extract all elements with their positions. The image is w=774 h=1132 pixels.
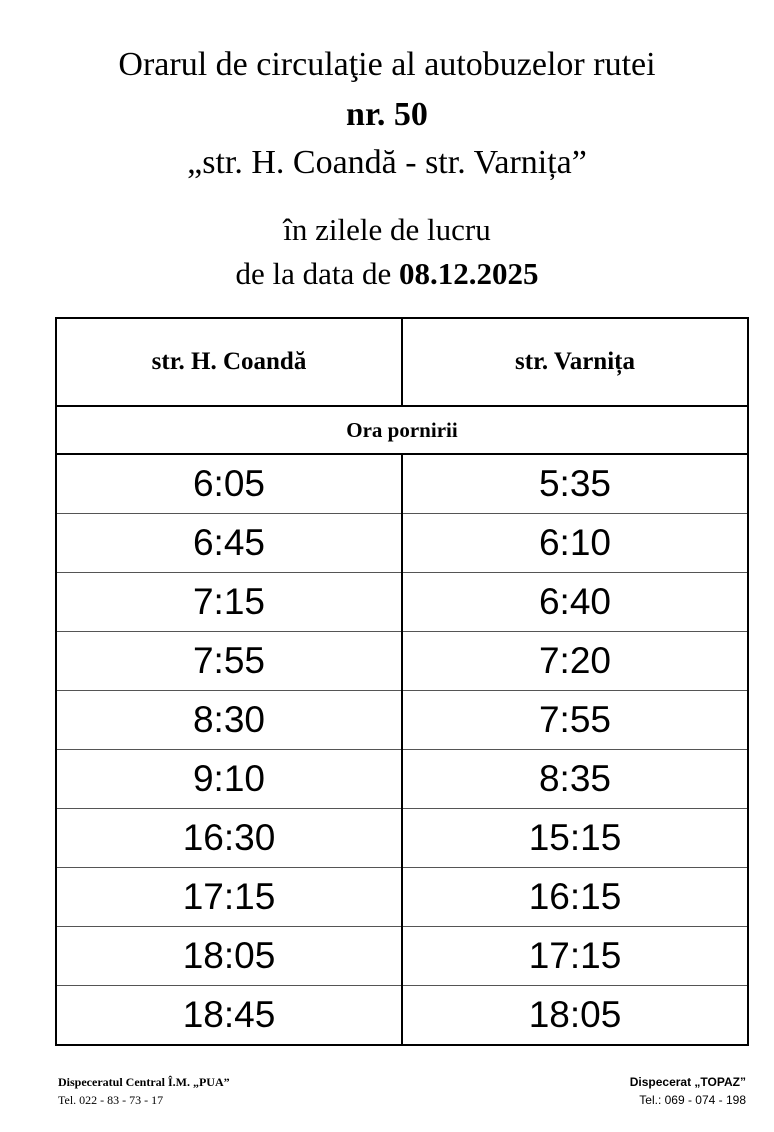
- departure-h-coanda: 9:10: [56, 750, 402, 809]
- departure-varnita: 8:35: [402, 750, 748, 809]
- timetable-body: [56, 454, 748, 1045]
- footer-pua-dispatch: [58, 1073, 230, 1109]
- departure-time-subheader: Ora pornirii: [56, 406, 748, 454]
- departure-h-coanda: 7:15: [56, 573, 402, 632]
- departure-h-coanda: 16:30: [56, 809, 402, 868]
- departure-h-coanda: 6:45: [56, 514, 402, 573]
- departure-varnita: 7:55: [402, 691, 748, 750]
- departure-varnita: 6:10: [402, 514, 748, 573]
- departure-varnita: 16:15: [402, 868, 748, 927]
- table-row: [56, 927, 748, 986]
- departure-h-coanda: 18:45: [56, 986, 402, 1046]
- column-header-varnita: str. Varnița: [402, 318, 748, 406]
- effective-date-line: [0, 258, 774, 289]
- departure-varnita: 18:05: [402, 986, 748, 1046]
- route-number: nr. 50: [346, 96, 428, 133]
- column-header-h-coanda: str. H. Coandă: [56, 318, 402, 406]
- departure-varnita: 17:15: [402, 927, 748, 986]
- effective-date-prefix: de la data de: [235, 256, 392, 291]
- footer-pua-phone: Tel. 022 - 83 - 73 - 17: [58, 1093, 164, 1107]
- footer-topaz-phone: Tel.: 069 - 074 - 198: [639, 1093, 746, 1107]
- departure-varnita: 15:15: [402, 809, 748, 868]
- departure-h-coanda: 6:05: [56, 454, 402, 514]
- departure-varnita: 7:20: [402, 632, 748, 691]
- table-row: [56, 986, 748, 1046]
- departure-varnita: 5:35: [402, 454, 748, 514]
- table-row: [56, 573, 748, 632]
- departure-h-coanda: 17:15: [56, 868, 402, 927]
- service-days: în zilele de lucru: [283, 212, 491, 247]
- departure-h-coanda: 8:30: [56, 691, 402, 750]
- footer-topaz-name: Dispecerat „TOPAZ”: [629, 1075, 746, 1089]
- table-row: [56, 514, 748, 573]
- departure-h-coanda: 18:05: [56, 927, 402, 986]
- table-row: [56, 691, 748, 750]
- route-streets: „str. H. Coandă - str. Varnița”: [187, 144, 587, 181]
- table-row: [56, 632, 748, 691]
- table-row: [56, 750, 748, 809]
- footer-topaz-dispatch: [630, 1073, 746, 1109]
- table-row: [56, 868, 748, 927]
- schedule-title: Orarul de circulaţie al autobuzelor rutei: [118, 46, 656, 83]
- effective-date: 08.12.2025: [399, 256, 539, 291]
- departure-h-coanda: 7:55: [56, 632, 402, 691]
- table-row: [56, 809, 748, 868]
- footer-pua-name: Dispeceratul Central Î.M. „PUA”: [58, 1075, 230, 1089]
- departure-varnita: 6:40: [402, 573, 748, 632]
- table-row: [56, 454, 748, 514]
- timetable: [55, 317, 749, 1046]
